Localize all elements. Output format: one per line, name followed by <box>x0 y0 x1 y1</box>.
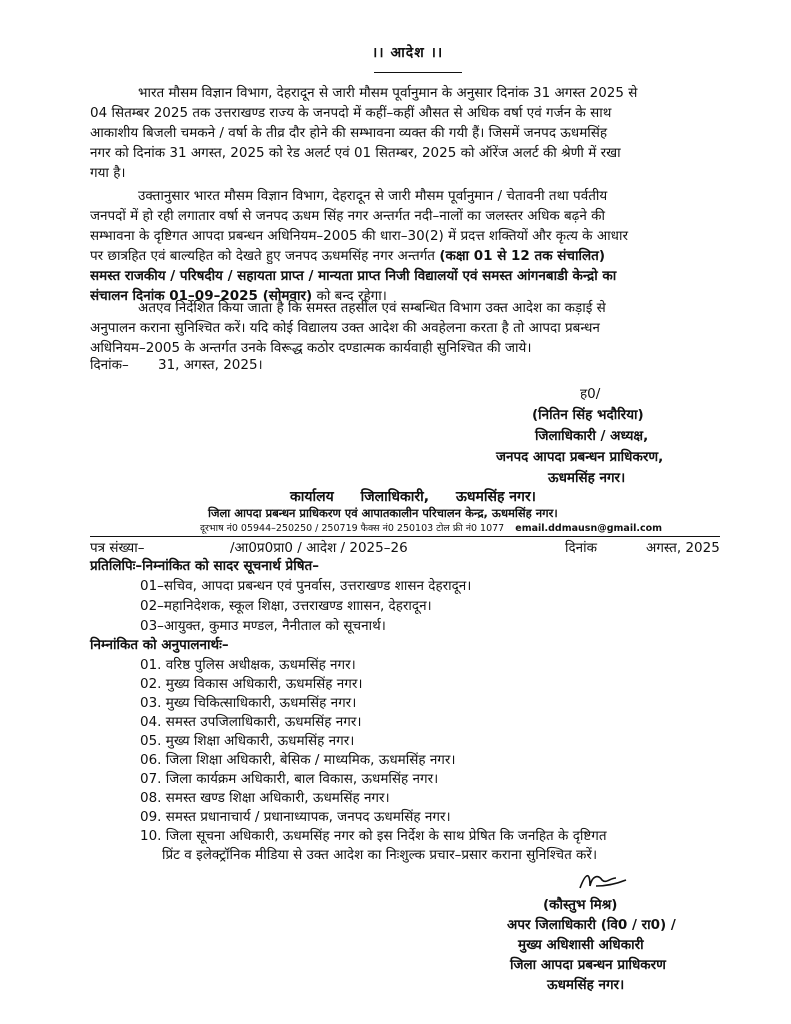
para2-line: सम्भावना के दृष्टिगत आपदा प्रबन्धन अधिनियम–2005 की धारा–30(2) में प्रदत्त शक्तियों और कृत्य के आधार <box>90 228 628 244</box>
copy-heading: प्रतिलिपिः–निम्नांकित को सादर सूचनार्थ प्रेषित– <box>90 558 319 574</box>
adm-designation: जिला आपदा प्रबन्धन प्राधिकरण <box>510 957 666 973</box>
dm-designation: जनपद आपदा प्रबन्धन प्राधिकरण, <box>496 449 664 465</box>
compliance-item: 09. समस्त प्रधानाचार्य / प्रधानाध्यापक, जनपद ऊधमसिंह नगर। <box>140 809 451 825</box>
para1-line: गया है। <box>90 165 126 181</box>
letter-number: /आ0प्र0प्रा0 / आदेश / 2025–26 <box>230 540 408 556</box>
office-dm: जिलाधिकारी, <box>360 489 430 505</box>
order-date-label: दिनांक– <box>90 357 129 373</box>
order-date-value: 31, अगस्त, 2025। <box>158 357 263 373</box>
compliance-item: 01. वरिष्ठ पुलिस अधीक्षक, ऊधमसिंह नगर। <box>140 657 356 673</box>
order-title: ।। आदेश ।। <box>372 45 444 61</box>
para2-line: जनपदों में हो रही लगातार वर्षा से जनपद ऊधम सिंह नगर अन्तर्गत नदी–नालों का जलस्तर अधिक बढ़ने की <box>90 208 605 224</box>
adm-designation: ऊधमसिंह नगर। <box>547 977 625 993</box>
dm-designation: ऊधमसिंह नगर। <box>548 470 626 486</box>
closure-date-bold: संचालन दिनांक 01–09–2025 (सोमवार) <box>90 288 313 304</box>
compliance-heading: निम्नांकित को अनुपालनार्थः– <box>90 637 229 653</box>
compliance-item: 10. जिला सूचना अधिकारी, ऊधमसिंह नगर को इस निर्देश के साथ प्रेषित कि जनहित के दृष्टिगत <box>140 828 607 844</box>
title-underline <box>374 72 462 73</box>
adm-name: (कौस्तुभ मिश्र) <box>543 897 618 913</box>
class-range-bold: (कक्षा 01 से 12 तक संचालित) <box>439 248 605 264</box>
copy-item: 02–महानिदेशक, स्कूल शिक्षा, उत्तराखण्ड शाासन, देहरादून। <box>140 598 432 614</box>
compliance-item: 07. जिला कार्यक्रम अधिकारी, बाल विकास, ऊधमसिंह नगर। <box>140 771 439 787</box>
para1-line: नगर को दिनांक 31 अगस्त, 2025 को रेड अलर्ट एवं 01 सितम्बर, 2025 को ऑरेंज अलर्ट की श्रेणी में रखा <box>90 145 621 161</box>
compliance-item: 05. मुख्य शिक्षा अधिकारी, ऊधमसिंह नगर। <box>140 733 355 749</box>
handwritten-signature <box>572 866 632 896</box>
copy-item: 03–आयुक्त, कुमाउ मण्डल, नैनीताल को सूचनार्थ। <box>140 618 386 634</box>
schools-list-bold: समस्त राजकीय / परिषदीय / सहायता प्राप्त / मान्यता प्राप्त निजी विद्यालयों एवं समस्त आंगनबाडी केन्द्रो का <box>90 268 617 284</box>
adm-designation: अपर जिलाधिकारी (वि0 / रा0) / <box>507 917 676 933</box>
para2-line-text: पर छात्रहित एवं बाल्यहित को देखते हुए जनपद ऊधमसिंह नगर अन्तर्गत <box>90 248 436 264</box>
compliance-item-continued: प्रिंट व इलेक्ट्रॉनिक मीडिया से उक्त आदेश का निःशुल्क प्रचार–प्रसार कराना सुनिश्चित करें। <box>162 847 598 863</box>
adm-designation: मुख्य अधिशासी अधिकारी <box>518 937 644 953</box>
para1-line: 04 सितम्बर 2025 तक उत्तराखण्ड राज्य के जनपदो में कहीं–कहीं औसत से अधिक वर्षा एवं गर्जन के साथ <box>90 105 612 121</box>
compliance-item: 03. मुख्य चिकित्साधिकारी, ऊधमसिंह नगर। <box>140 695 357 711</box>
paragraph-weather-forecast <box>90 83 730 183</box>
letter-date-label: दिनांक <box>565 540 598 556</box>
dm-name: (नितिन सिंह भदौरिया) <box>532 407 644 423</box>
para2-line: उक्तानुसार भारत मौसम विज्ञान विभाग, देहरादून से जारी मौसम पूर्वानुमान / चेतावनी तथा पर्वतीय <box>138 188 608 204</box>
office-phone: दूरभाष नं0 05944–250250 / 250719 फैक्स नं0 250103 टोल फ्री नं0 1077 <box>200 523 505 534</box>
compliance-item: 04. समस्त उपजिलाधिकारी, ऊधमसिंह नगर। <box>140 714 362 730</box>
para2-line <box>90 246 730 264</box>
letter-number-label: पत्र संख्या– <box>90 540 145 556</box>
office-place: ऊधमसिंह नगर। <box>455 489 536 505</box>
dm-designation: जिलाधिकारी / अध्यक्ष, <box>535 428 649 444</box>
closure-text: को बन्द रहेगा। <box>316 288 387 304</box>
para3-line: अतएव निर्देशित किया जाता है कि समस्त तहसील एवं सम्बन्धित विभाग उक्त आदेश का कड़ाई से <box>138 300 606 316</box>
para1-line: आकाशीय बिजली चमकने / वर्षा के तीव्र दौर होने की सम्भावना व्यक्त की गयी हैं। जिसमें जनपद ऊधमसिंह <box>90 125 608 141</box>
office-email[interactable]: email.ddmausn@gmail.com <box>515 523 663 534</box>
office-divider <box>90 536 720 537</box>
paragraph-compliance <box>90 298 730 362</box>
compliance-item: 06. जिला शिक्षा अधिकारी, बेसिक / माध्यमिक, ऊधमसिंह नगर। <box>140 752 456 768</box>
letter-date: अगस्त, 2025 <box>646 540 720 556</box>
signed-mark: ह0/ <box>580 386 601 402</box>
para1-line: भारत मौसम विज्ञान विभाग, देहरादून से जारी मौसम पूर्वानुमान के अनुसार दिनांक 31 अगस्त 2025 से <box>138 85 638 101</box>
compliance-item: 02. मुख्य विकास अधिकारी, ऊधमसिंह नगर। <box>140 676 363 692</box>
office-word: कार्यालय <box>290 489 334 505</box>
paragraph-school-closure <box>90 186 730 304</box>
compliance-item: 08. समस्त खण्ड शिक्षा अधिकारी, ऊधमसिंह नगर। <box>140 790 390 806</box>
para3-line: अधिनियम–2005 के अन्तर्गत उनके विरूद्ध कठोर दण्डात्मक कार्यवाही सुनिश्चित की जाये। <box>90 340 532 356</box>
para3-line: अनुपालन कराना सुनिश्चित करें। यदि कोई विद्यालय उक्त आदेश की अवहेलना करता है तो आपदा प्रबन्धन <box>90 320 600 336</box>
office-subheading: जिला आपदा प्रबन्धन प्राधिकरण एवं आपातकालीन परिचालन केन्द्र, ऊधमसिंह नगर। <box>208 506 558 520</box>
copy-item: 01–सचिव, आपदा प्रबन्धन एवं पुनर्वास, उत्तराखण्ड शासन देहरादून। <box>140 578 472 594</box>
